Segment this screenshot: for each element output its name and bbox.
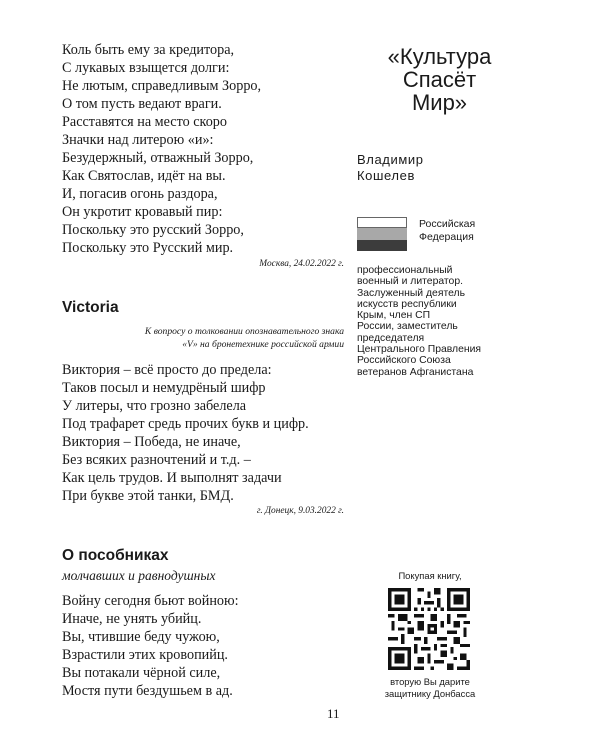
poem-line: О том пусть ведают враги.	[62, 96, 222, 112]
poem-line: Виктория – Победа, не иначе,	[62, 434, 241, 450]
poem-line: Вы потакали чёрной силе,	[62, 665, 221, 681]
book-title	[372, 45, 507, 114]
poem-line: Не лютым, справедливым Зорро,	[62, 78, 262, 94]
poem-line: Иначе, не унять убийц.	[62, 611, 202, 627]
poem-line: Расставятся на место скоро	[62, 114, 227, 130]
poem-line: Как Святослав, идёт на вы.	[62, 168, 226, 184]
stanza	[62, 592, 239, 664]
country-label	[419, 218, 475, 244]
flag-stripe-white	[357, 217, 407, 228]
author-name	[357, 152, 424, 184]
poem-line: Он укротит кровавый пир:	[62, 204, 223, 220]
buy-note-top: Покупая книгу,	[398, 570, 462, 581]
book-title-line: «Культура	[387, 44, 492, 69]
author-line: Владимир	[357, 152, 424, 167]
buy-note-line: вторую Вы дарите	[390, 676, 470, 687]
poem-line: Войну сегодня бьют войною:	[62, 593, 239, 609]
poem-line: С лукавых взыщется долги:	[62, 60, 230, 76]
bio-line: России, заместитель	[357, 321, 458, 333]
poem-line: При букве этой танки, БМД.	[62, 488, 234, 504]
flag-stripe-gray	[357, 228, 407, 239]
buy-note-bottom	[345, 676, 515, 700]
bio-line: председателя	[357, 332, 425, 344]
poem-signature: Москва, 24.02.2022 г.	[259, 259, 344, 269]
poem-title: Victoria	[62, 299, 119, 316]
country-line: Федерация	[419, 231, 474, 243]
russia-flag-icon	[357, 217, 407, 251]
bio-line: профессиональный	[357, 265, 453, 276]
poem-line: Поскольку это русский Зорро,	[62, 222, 244, 238]
poem-subtitle: молчавших и равнодушных	[62, 568, 216, 583]
epigraph	[145, 325, 344, 351]
bio-line: Российского Союза	[357, 355, 451, 367]
epigraph-line: К вопросу о толковании опознавательного знака	[144, 326, 344, 337]
poem-line: Вы, чтившие беду чужою,	[62, 629, 220, 645]
page-number: 11	[327, 706, 340, 721]
bio-line: военный и литератор.	[357, 276, 463, 288]
poem-title: О пособниках	[62, 547, 169, 564]
poem-line: Мостя пути бездушьем в ад.	[62, 683, 233, 699]
poem-line: Поскольку это Русский мир.	[62, 240, 234, 256]
country-line: Российская	[419, 218, 476, 230]
poem-line: Безудержный, отважный Зорро,	[62, 150, 254, 166]
poem-line: Взрастили этих кровопийц.	[62, 647, 228, 663]
bio-line: ветеранов Афганистана	[357, 366, 474, 378]
poem-line: Как цель трудов. И выполнят задачи	[62, 470, 282, 486]
poem-line: Коль быть ему за кредитора,	[62, 42, 235, 58]
poem-line: Без всяких разночтений и т.д. –	[62, 452, 251, 468]
bio-line: Центрального Правления	[357, 344, 482, 356]
epigraph-line: «V» на бронетехнике российской армии	[182, 339, 344, 350]
bio-line: Заслуженный деятель	[357, 287, 466, 299]
poem-line: Под трафарет средь прочих букв и цифр.	[62, 416, 309, 432]
stanza	[62, 664, 233, 700]
poem-line: Значки над литерою «и»:	[62, 132, 214, 148]
book-title-line: Спасёт	[402, 67, 477, 92]
poem-line: Виктория – всё просто до предела:	[62, 362, 272, 378]
stanza	[62, 361, 309, 433]
stanza	[62, 185, 244, 257]
stanza	[62, 433, 282, 505]
poem-line: У литеры, что грозно забелела	[62, 398, 247, 414]
stanza	[62, 113, 253, 185]
poem-line: Таков посыл и немудрёный шифр	[62, 380, 266, 396]
book-title-line: Мир»	[411, 90, 468, 115]
poem-line: И, погасив огонь раздора,	[62, 186, 218, 202]
flag-stripe-dark	[357, 240, 407, 251]
author-bio	[357, 265, 481, 378]
buy-note-line: защитнику Донбасса	[384, 688, 476, 699]
qr-code-icon[interactable]	[388, 588, 470, 670]
poem-signature: г. Донецк, 9.03.2022 г.	[256, 506, 344, 516]
bio-line: искусств республики	[357, 298, 457, 310]
bio-line: Крым, член СП	[357, 310, 431, 322]
author-line: Кошелев	[357, 168, 415, 183]
stanza	[62, 41, 261, 113]
